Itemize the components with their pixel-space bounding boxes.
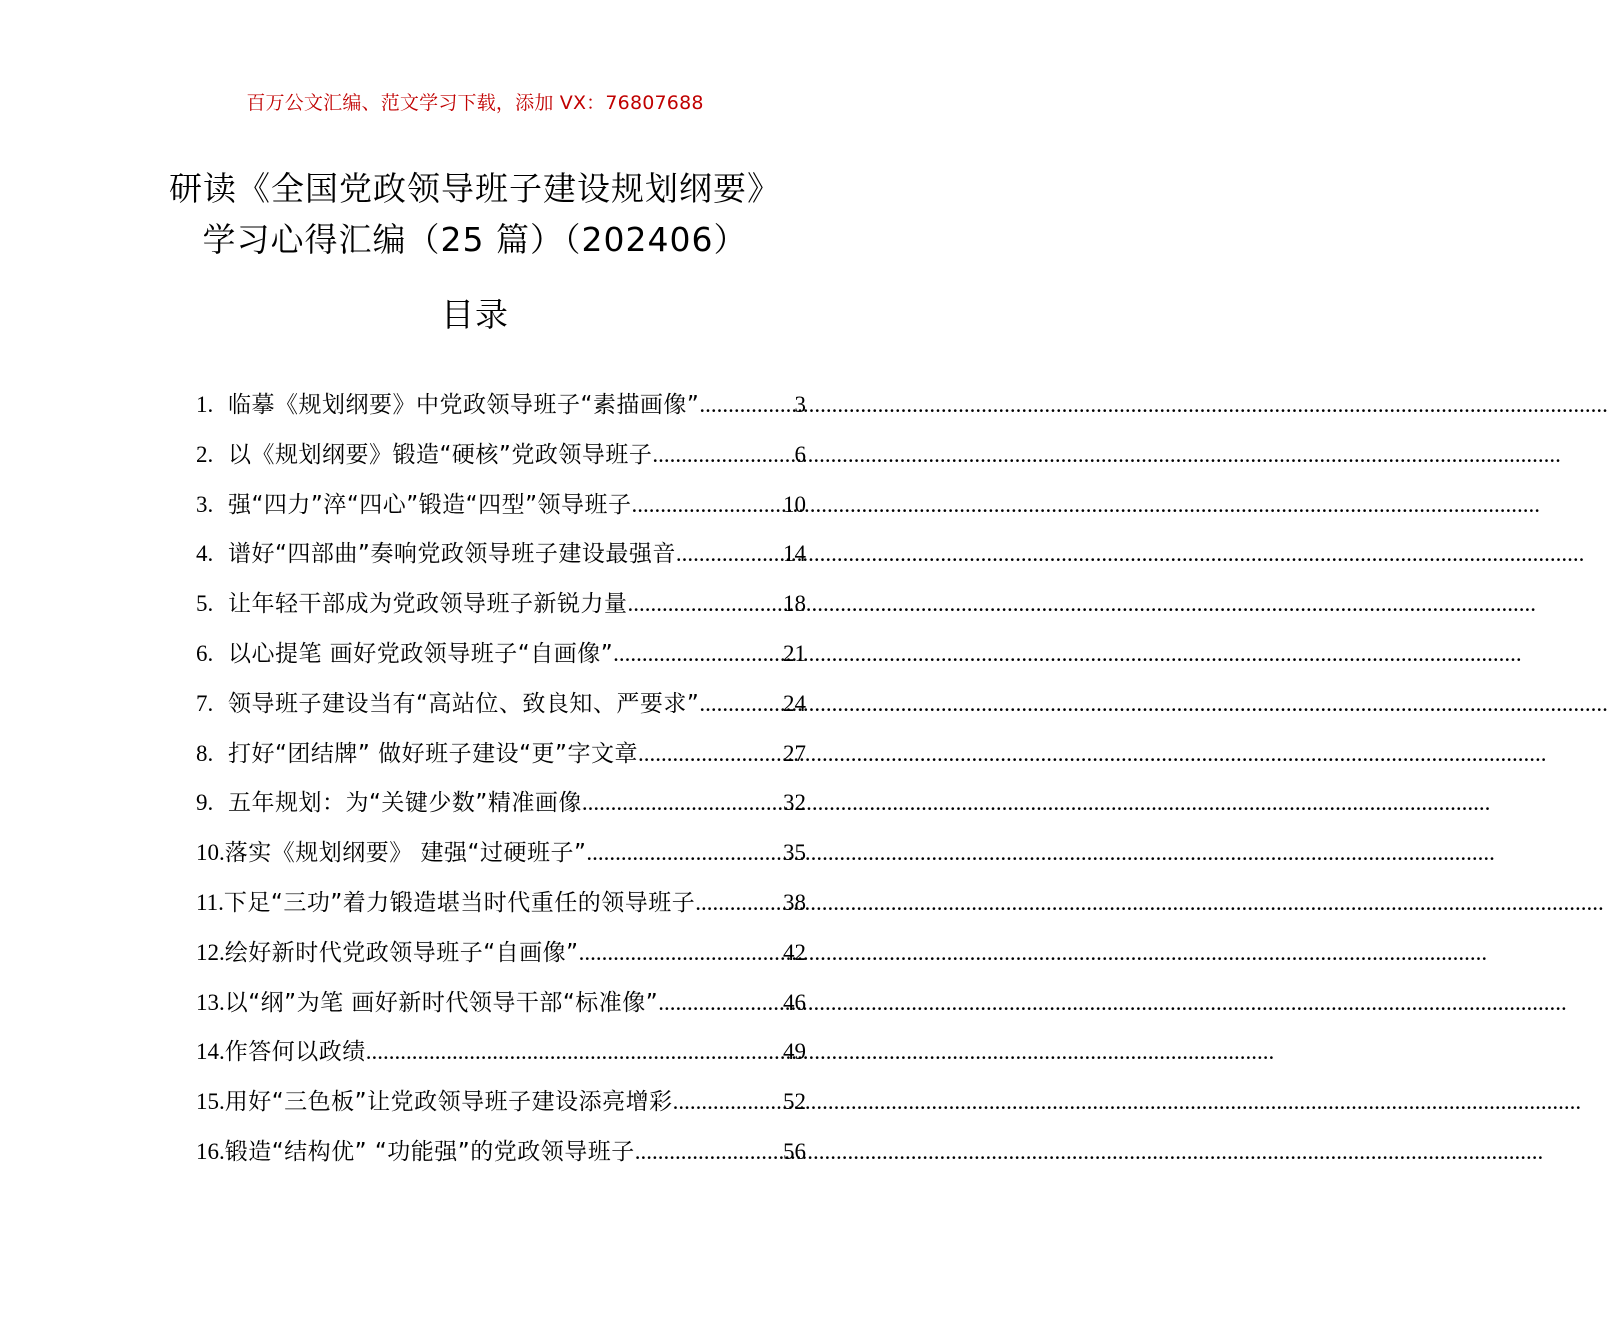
toc-entry-title: 落实《规划纲要》 建强“过硬班子” — [224, 840, 587, 867]
toc-dot-leader — [695, 890, 783, 916]
toc-entry-title: 锻造“结构优” “功能强”的党政领导班子 — [224, 1138, 635, 1165]
toc-entry[interactable] — [196, 984, 806, 1034]
toc-dot-leader — [579, 940, 783, 966]
toc-entry-title: 谱好“四部曲”奏响党政领导班子建设最强音 — [228, 541, 676, 568]
toc-dot-leader — [673, 1089, 783, 1115]
toc-dot-leader — [638, 741, 783, 767]
toc-entry-number: 10. — [196, 840, 225, 866]
toc-entry-title: 临摹《规划纲要》中党政领导班子“素描画像” — [228, 392, 700, 418]
toc-entry[interactable] — [196, 735, 806, 785]
toc-entry[interactable] — [196, 486, 806, 536]
toc-entry-title: 绘好新时代党政领导班子“自画像” — [224, 939, 579, 966]
toc-entry[interactable] — [196, 585, 806, 635]
toc-entry-page: 21 — [783, 640, 806, 666]
toc-entry-number: 5. — [196, 591, 214, 617]
toc-entry[interactable] — [196, 784, 806, 834]
toc-entry-page: 38 — [783, 889, 806, 915]
toc-dot-leader — [613, 641, 783, 667]
toc-entry[interactable] — [196, 685, 806, 735]
toc-entry-page: 14 — [783, 541, 806, 567]
toc-entry[interactable] — [196, 436, 806, 486]
toc-dot-leader — [586, 840, 783, 866]
toc-entry-number: 6. — [196, 640, 214, 666]
toc-entry-title: 领导班子建设当有“高站位、致良知、严要求” — [228, 690, 700, 717]
toc-entry[interactable] — [196, 884, 806, 934]
toc-heading: 目录 — [441, 295, 509, 334]
toc-entry-page: 35 — [783, 840, 806, 866]
toc-entry-page: 32 — [783, 790, 806, 816]
toc-entry-number: 14. — [196, 1039, 225, 1065]
toc-entry-number: 13. — [196, 989, 225, 1015]
toc-entry-title: 五年规划：为“关键少数”精准画像 — [228, 790, 582, 817]
toc-dot-leader — [628, 591, 784, 617]
table-of-contents — [196, 386, 806, 1183]
toc-entry-number: 2. — [196, 441, 214, 467]
toc-entry[interactable] — [196, 1133, 806, 1183]
toc-entry-number: 15. — [196, 1089, 225, 1115]
toc-entry-title: 以《规划纲要》锻造“硬核”党政领导班子 — [228, 441, 653, 468]
toc-entry-page: 24 — [783, 690, 806, 716]
toc-entry[interactable] — [196, 834, 806, 884]
toc-entry-title: 作答何以政绩 — [224, 1039, 366, 1066]
toc-entry-page: 52 — [783, 1089, 806, 1115]
toc-entry[interactable] — [196, 1083, 806, 1133]
toc-entry-title: 下足“三功”着力锻造堪当时代重任的领导班子 — [223, 889, 696, 916]
toc-dot-leader — [652, 442, 794, 468]
toc-dot-leader — [676, 541, 783, 567]
toc-entry[interactable] — [196, 1033, 806, 1083]
toc-entry-number: 3. — [196, 491, 214, 517]
toc-dot-leader — [699, 691, 783, 717]
toc-entry-number: 16. — [196, 1138, 225, 1164]
toc-dot-leader — [635, 1139, 783, 1165]
toc-entry-number: 1. — [196, 392, 214, 417]
toc-entry-number: 9. — [196, 790, 214, 816]
toc-entry-title: 让年轻干部成为党政领导班子新锐力量 — [228, 591, 628, 618]
toc-entry-page: 56 — [783, 1138, 806, 1164]
document-title-line-2: 学习心得汇编（25 篇）（202406） — [202, 220, 748, 259]
toc-entry-title: 以心提笔 画好党政领导班子“自画像” — [228, 640, 614, 667]
toc-entry-page: 10 — [783, 491, 806, 517]
toc-entry[interactable] — [196, 635, 806, 685]
toc-entry-page: 42 — [783, 939, 806, 965]
toc-entry-number: 7. — [196, 690, 214, 716]
toc-entry-title: 用好“三色板”让党政领导班子建设添亮增彩 — [224, 1089, 673, 1116]
toc-entry-title: 打好“团结牌” 做好班子建设“更”字文章 — [228, 740, 638, 767]
toc-entry[interactable] — [196, 934, 806, 984]
toc-entry-page: 46 — [783, 989, 806, 1015]
toc-dot-leader — [658, 990, 783, 1016]
toc-entry-page: 18 — [783, 591, 806, 617]
toc-dot-leader — [582, 790, 783, 816]
watermark-banner: 百万公文汇编、范文学习下载，添加 VX：76807688 — [246, 92, 704, 114]
toc-dot-leader — [366, 1039, 783, 1065]
toc-entry-number: 4. — [196, 541, 214, 567]
toc-dot-leader — [632, 492, 784, 518]
toc-entry-page: 49 — [783, 1039, 806, 1065]
document-title-line-1: 研读《全国党政领导班子建设规划纲要》 — [169, 169, 781, 208]
toc-entry-number: 12. — [196, 939, 225, 965]
toc-entry[interactable] — [196, 386, 806, 436]
toc-entry-page: 6 — [794, 441, 806, 467]
toc-entry-number: 8. — [196, 740, 214, 766]
toc-entry-title: 强“四力”淬“四心”锻造“四型”领导班子 — [228, 491, 632, 518]
toc-entry-page: 3 — [794, 392, 806, 417]
toc-entry-page: 27 — [783, 740, 806, 766]
toc-entry-number: 11. — [196, 889, 224, 915]
toc-entry-title: 以“纲”为笔 画好新时代领导干部“标准像” — [224, 989, 659, 1016]
toc-dot-leader — [699, 392, 794, 418]
toc-entry[interactable] — [196, 535, 806, 585]
